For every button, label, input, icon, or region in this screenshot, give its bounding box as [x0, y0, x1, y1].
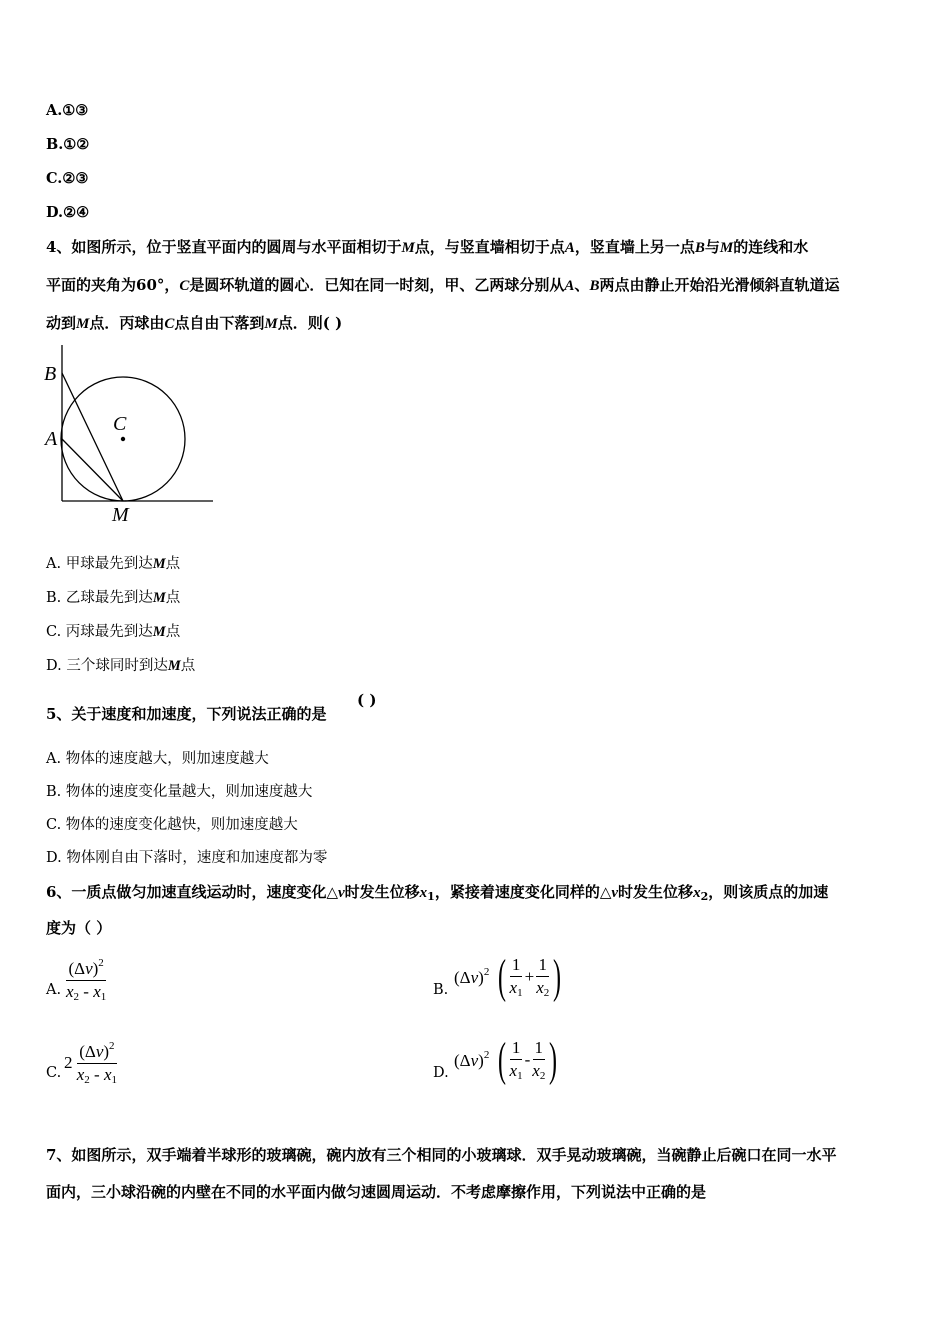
- q6-stem-line1: 6、一质点做匀加速直线运动时，速度变化△v时发生位移$x_1$，紧接着速度变化同样的△v时发生位移$x_2$，则该质点的加速: [46, 883, 829, 903]
- label-a: A: [45, 428, 58, 450]
- q4-stem-line1: 4、如图所示，位于竖直平面内的圆周与水平面相切于M点，与竖直墙相切于点A，竖直墙上另一点B与M的连线和水: [46, 238, 809, 256]
- q3-option-c: C.②③: [46, 170, 89, 187]
- q7-stem-line1: 7、如图所示，双手端着半球形的玻璃碗，碗内放有三个相同的小玻璃球．双手晃动玻璃碗，当碗静止后碗口在同一水平: [46, 1146, 837, 1164]
- q6-option-c-label: C.: [46, 1065, 62, 1081]
- q4-stem-line3: 动到M点．丙球由C点自由下落到M点．则( ): [46, 314, 343, 332]
- q5-option-c: C. 物体的速度变化越快，则加速度越大: [46, 817, 298, 833]
- q4-circle-diagram: [40, 340, 220, 530]
- q3-option-b: B.①②: [46, 136, 90, 153]
- q6-option-d-label: D.: [433, 1065, 449, 1081]
- q4-option-c: C. 丙球最先到达M点: [46, 624, 181, 640]
- q5-option-a: A. 物体的速度越大，则加速度越大: [46, 751, 269, 767]
- label-b: B: [44, 363, 57, 385]
- label-c: C: [113, 413, 127, 435]
- chord-a-m: [62, 439, 123, 501]
- q6-option-a-label: A.: [46, 982, 62, 998]
- q6-option-a-formula: $\frac{(\Delta v)^2}{x_2 - x_1}$: [66, 957, 107, 1003]
- q7-stem-line2: 面内，三小球沿碗的内壁在不同的水平面内做匀速圆周运动．不考虑摩擦作用，下列说法中正确的是: [46, 1183, 707, 1201]
- chord-b-m: [62, 373, 123, 501]
- label-m: M: [112, 504, 129, 526]
- q4-option-b: B. 乙球最先到达M点: [46, 590, 181, 606]
- q3-option-d: D.②④: [46, 204, 90, 221]
- q6-option-c-formula: 2 $\frac{(\Delta v)^2}{x_2 - x_1}$: [64, 1040, 118, 1086]
- q5-option-d: D. 物体刚自由下落时，速度和加速度都为零: [46, 850, 328, 866]
- q5-answer-paren: ( ): [357, 691, 377, 709]
- q6-stem-line2: 度为（ ）: [46, 919, 112, 937]
- q4-stem-line2: 平面的夹角为60°，C是圆环轨道的圆心．已知在同一时刻，甲、乙两球分别从A、B两点由静止开始沿光滑倾斜直轨道运: [46, 276, 840, 294]
- q4-option-d: D. 三个球同时到达M点: [46, 658, 196, 674]
- center-point: [121, 437, 125, 441]
- q4-option-a: A. 甲球最先到达M点: [46, 556, 181, 572]
- q6-option-b-label: B.: [433, 982, 449, 998]
- q5-option-b: B. 物体的速度变化量越大，则加速度越大: [46, 784, 313, 800]
- q6-option-d-formula: $(\Delta v)^2$ ( $\frac{1}{x_1}$ - $\frac{1}{x_2}$ ): [454, 1033, 558, 1086]
- q3-option-a: A.①③: [46, 102, 89, 119]
- q6-option-b-formula: $(\Delta v)^2$ ( $\frac{1}{x_1}$ + $\frac{1}{x_2}$ ): [454, 950, 562, 1003]
- q5-stem: 5、关于速度和加速度，下列说法正确的是: [46, 705, 327, 723]
